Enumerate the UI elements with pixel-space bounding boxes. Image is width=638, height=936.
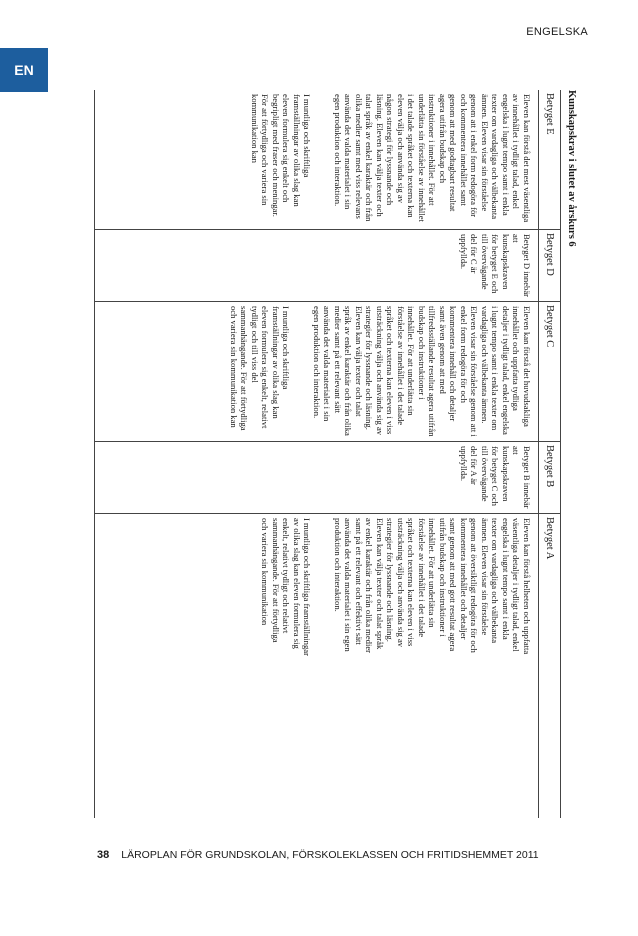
- page-footer: [97, 849, 539, 861]
- column-heading: Betyget E: [538, 90, 560, 229]
- grade-b-column: [95, 442, 560, 514]
- paragraph: Betyget D innebär att kunskapskraven för betyget E och till övervägande del för C är uppfyllda.: [459, 234, 532, 298]
- page-number: 38: [97, 849, 110, 861]
- grade-d-column: [95, 230, 560, 302]
- column-heading: Betyget D: [538, 230, 560, 301]
- grade-e-column: [95, 90, 560, 230]
- column-body: [459, 442, 539, 513]
- paragraph: I muntliga och skriftliga framställningar av olika slag kan eleven formulera sig enkelt och begripligt med fraser och meningar. För att förtydliga och variera sin kommunikation kan: [250, 94, 313, 217]
- column-heading: Betyget C: [538, 302, 560, 441]
- paragraph: I muntliga och skriftliga framställningar av olika slag kan eleven formulera sig enkelt, relativt tydligt och relativt sammanhängande. För att förtydliga och variera sin kommunikation: [260, 518, 313, 656]
- section-label: ENGELSKA: [526, 26, 588, 38]
- column-heading: Betyget B: [538, 442, 560, 513]
- paragraph: Eleven kan förstå det mest väsentliga av innehållet i tydligt talad, enkel engelska i lugnt tempo samt i enkla texter om vardagliga och välbekanta ämnen. Eleven visar sin förståelse genom att i enkel form redogöra för och kommentera innehållet samt genom att med godtagbart resultat agera utifrån budskap och instruktioner i innehållet. För att underlätta sin förståelse av innehållet i det talade språket och texterna kan eleven välja och använda sig av någon strategi för lyssnande och läsning. Eleven kan välja texter och talat språk av enkel karaktär och från olika medier samt med viss relevans använda det valda materialet i sin egen produktion och interaktion.: [333, 94, 532, 223]
- publication-title: LÄROPLAN FÖR GRUNDSKOLAN, FÖRSKOLEKLASSEN OCH FRITIDSHEMMET 2011: [121, 849, 539, 861]
- column-body: [250, 90, 539, 229]
- table-columns: [94, 90, 560, 818]
- table-title: Kunskapskrav i slutet av årskurs 6: [560, 90, 582, 818]
- paragraph: Eleven kan förstå helheten och uppfatta väsentliga detaljer i tydligt talad, enkel engelska i lugnt tempo samt i enkla texter om vardagliga och välbekanta ämnen. Eleven visar sin förståelse genom att översiktligt redogöra för och kommentera innehållet och detaljer samt genom att med gott resultat agera utifrån budskap och instruktioner i innehållet. För att underlätta sin förståelse av innehållet i det talade språket och texterna kan eleven i viss utsträckning välja och använda sig av strategier för lyssnande och läsning. Eleven kan välja texter och talat språk av enkel karaktär och från olika medier samt på ett relevant och effektivt sätt använda det valda materialet i sin egen produktion och interaktion.: [333, 518, 532, 655]
- paragraph: Betyget B innebär att kunskapskraven för betyget C och till övervägande del för A är uppfyllda.: [459, 446, 532, 509]
- column-heading: Betyget A: [538, 514, 560, 818]
- column-body: [260, 514, 538, 660]
- column-body: [459, 230, 539, 301]
- column-body: [229, 302, 539, 441]
- knowledge-requirements-table: [94, 90, 582, 818]
- grade-c-column: [95, 302, 560, 442]
- paragraph: I muntliga och skriftliga framställningar av olika slag kan eleven formulera sig enkelt, relativt tydligt och till viss del sammanhängande. För att förtydliga och variera sin kommunikation kan: [229, 306, 292, 431]
- language-tab[interactable]: EN: [0, 48, 48, 92]
- paragraph: Eleven kan förstå det huvudsakliga innehållet och uppfatta tydliga detaljer i tydligt talad, enkel engelska i lugnt tempo samt i enkla texter om vardagliga och välbekanta ämnen. Eleven visar sin förståelse genom att i enkel form redogöra för och kommentera innehåll och detaljer samt även genom att med tillfredsställande resultat agera utifrån budskap och instruktioner i innehållet. För att underlätta sin förståelse av innehållet i det talade språket och texterna kan eleven i viss utsträckning välja och använda sig av strategier för lyssnande och läsning. Eleven kan välja texter och talat språk av enkel karaktär och från olika medier samt på ett relevant sätt använda det valda materialet i sin egen produktion och interaktion.: [312, 306, 532, 437]
- grade-a-column: [95, 514, 560, 818]
